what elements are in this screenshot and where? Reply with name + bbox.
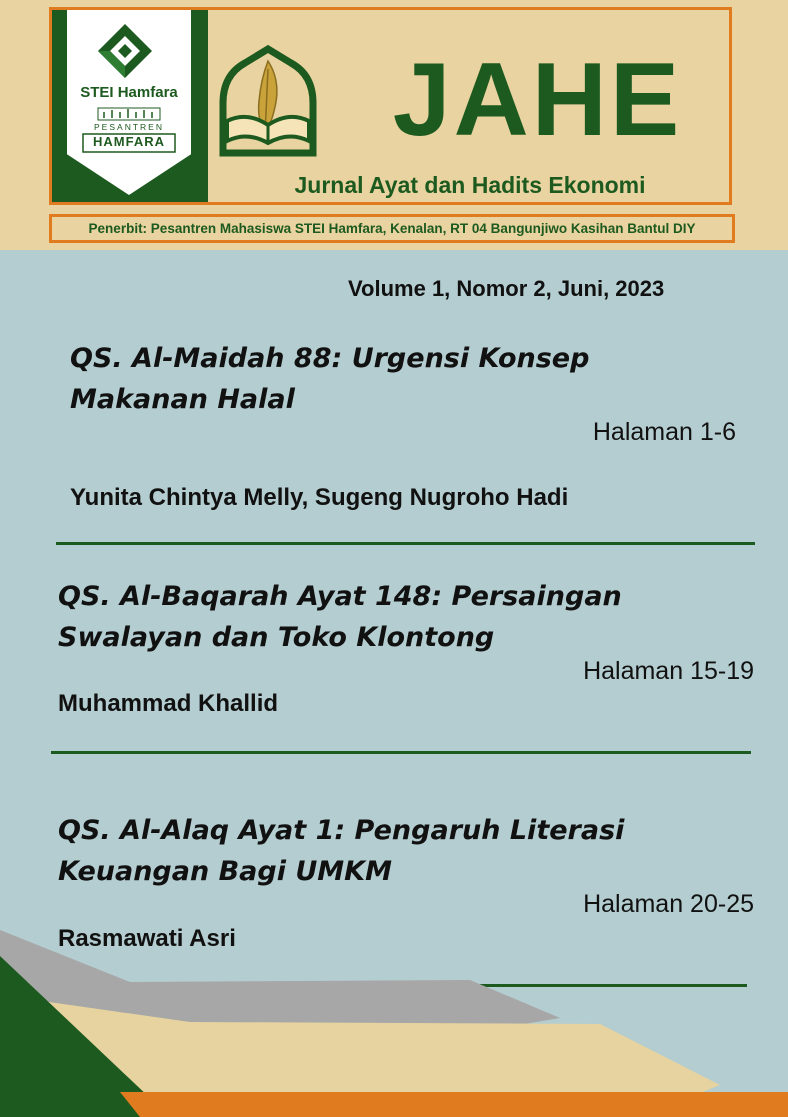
header-frame <box>49 7 732 205</box>
orange-band <box>120 1092 788 1117</box>
decorative-footer <box>0 900 788 1117</box>
article-2-pages: Halaman 15-19 <box>583 657 754 685</box>
article-1-title <box>70 338 760 420</box>
article-2-divider <box>51 751 751 754</box>
institution-name: STEI Hamfara <box>80 84 178 101</box>
article-2-title-line-1: QS. Al-Baqarah Ayat 148: Persaingan <box>58 581 622 612</box>
publisher-text: Penerbit: Pesantren Mahasiswa STEI Hamfara, Kenalan, RT 04 Bangunjiwo Kasihan Bantul DIY <box>88 221 696 236</box>
article-3-title-line-1: QS. Al-Alaq Ayat 1: Pengaruh Literasi <box>58 815 625 846</box>
journal-title: JAHE <box>392 42 683 158</box>
article-3-title <box>58 810 768 892</box>
article-2-title <box>58 576 768 658</box>
pesantren-label-top: PESANTREN <box>94 122 164 132</box>
article-2-authors: Muhammad Khallid <box>58 690 279 717</box>
pesantren-label-bottom: HAMFARA <box>93 134 165 149</box>
article-3-title-line-2: Keuangan Bagi UMKM <box>58 856 392 887</box>
article-3-authors: Rasmawati Asri <box>58 925 236 952</box>
article-2-title-line-2: Swalayan dan Toko Klontong <box>58 622 495 653</box>
article-3-pages: Halaman 20-25 <box>583 890 754 918</box>
publisher-box <box>49 214 735 243</box>
article-1-divider <box>56 542 755 545</box>
article-1-authors: Yunita Chintya Melly, Sugeng Nugroho Hadi <box>70 484 569 511</box>
article-1-title-line-1: QS. Al-Maidah 88: Urgensi Konsep <box>70 343 590 374</box>
issue-volume: Volume 1, Nomor 2, Juni, 2023 <box>348 276 665 301</box>
article-1-title-line-2: Makanan Halal <box>70 384 295 415</box>
journal-subtitle: Jurnal Ayat dan Hadits Ekonomi <box>294 172 646 198</box>
article-1-pages: Halaman 1-6 <box>592 418 736 446</box>
